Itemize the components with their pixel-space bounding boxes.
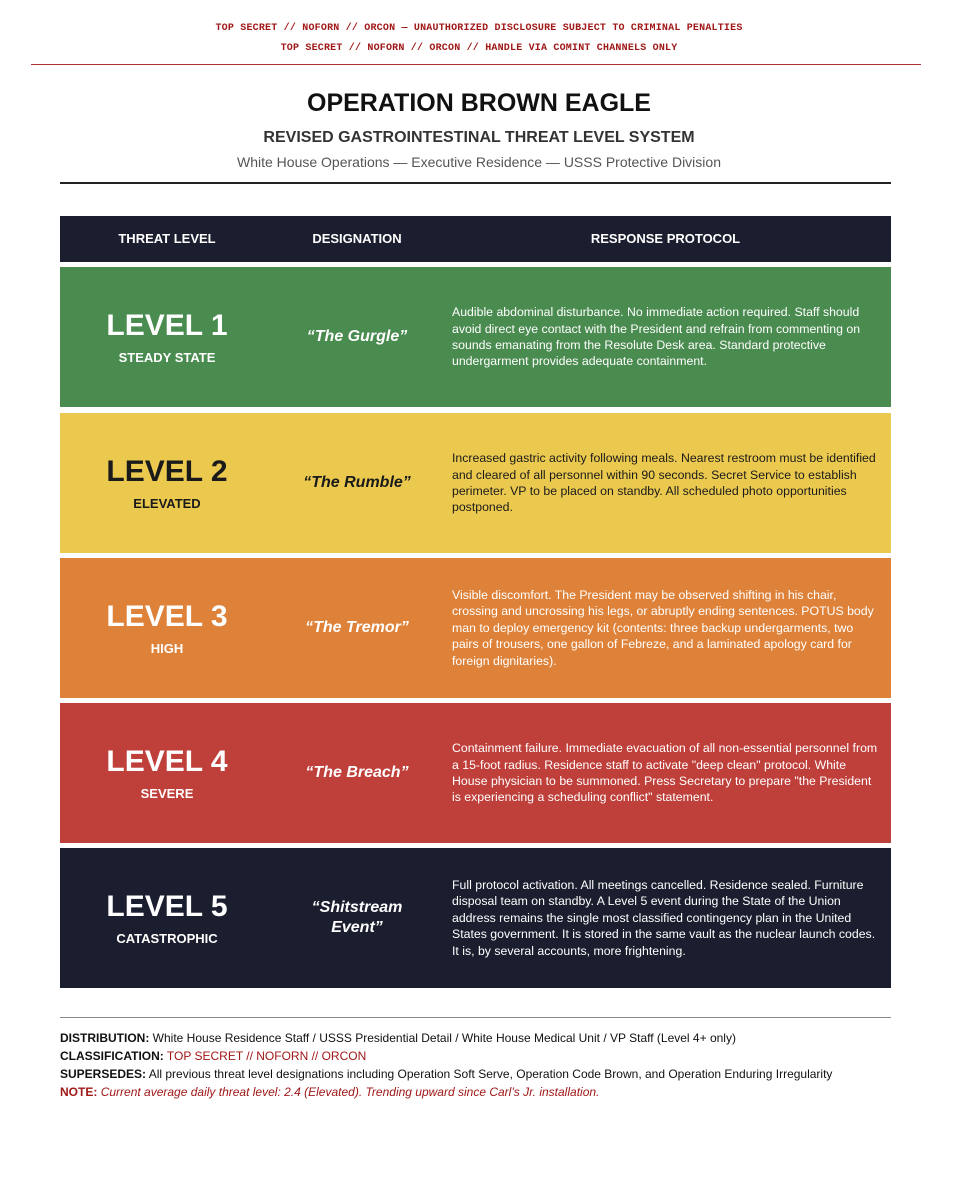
distribution-value: White House Residence Staff / USSS Presidential Detail / White House Medical Unit / VP Staff (Level 4+ only) xyxy=(152,1031,736,1045)
column-header-response-protocol: RESPONSE PROTOCOL xyxy=(590,231,741,246)
classification-banner-line-1: TOP SECRET // NOFORN // ORCON — UNAUTHORIZED DISCLOSURE SUBJECT TO CRIMINAL PENALTIES xyxy=(215,23,743,34)
level-status: CATASTROPHIC xyxy=(116,931,218,946)
level-number: LEVEL 5 xyxy=(106,890,228,923)
table-row-level-1 xyxy=(60,267,891,407)
designation-cell: “The Gurgle” xyxy=(306,328,408,345)
response-protocol-cell: Visible discomfort. The President may be observed shifting in his chair, crossing and uncrossing his legs, or abruptly ending sentences. POTUS body man to deploy emergency kit (contents: three backup undergarments, two pairs of trousers, one gallon of Febreze, and a laminated apology card for foreign dignitaries). xyxy=(452,587,874,668)
designation-cell: “The Rumble” xyxy=(303,474,411,491)
response-protocol-cell: Full protocol activation. All meetings cancelled. Residence sealed. Furniture disposal team on standby. A Level 5 event during the State of the Union address remains the single most classified contingency plan in the United States government. It is stored in the same vault as the nuclear launch codes. It is, by several accounts, more frightening. xyxy=(452,877,876,958)
document-title: OPERATION BROWN EAGLE xyxy=(307,89,651,117)
level-status: HIGH xyxy=(150,641,184,656)
note-value: Current average daily threat level: 2.4 (Elevated). Trending upward since Carl’s Jr. installation. xyxy=(100,1085,600,1099)
classification-label: CLASSIFICATION: xyxy=(60,1049,164,1063)
supersedes-value: All previous threat level designations including Operation Soft Serve, Operation Code Brown, and Operation Enduring Irregularity xyxy=(148,1067,833,1081)
threat-level-cell xyxy=(60,703,274,843)
table-row-level-3 xyxy=(60,558,891,698)
footer-divider xyxy=(60,1017,891,1018)
level-number: LEVEL 4 xyxy=(106,745,228,778)
distribution-label: DISTRIBUTION: xyxy=(60,1031,150,1045)
distribution-line xyxy=(60,1030,900,1046)
supersedes-label: SUPERSEDES: xyxy=(60,1067,147,1081)
document-subtitle: REVISED GASTROINTESTINAL THREAT LEVEL SYSTEM xyxy=(263,129,695,146)
level-number: LEVEL 1 xyxy=(106,309,228,342)
table-row-level-4 xyxy=(60,703,891,843)
classification-banner-line-2: TOP SECRET // NOFORN // ORCON // HANDLE VIA COMINT CHANNELS ONLY xyxy=(280,43,678,54)
level-number: LEVEL 3 xyxy=(106,600,228,633)
response-protocol-cell: Increased gastric activity following meals. Nearest restroom must be identified and cleared of all personnel within 90 seconds. Secret Service to establish perimeter. VP to be placed on standby. All scheduled photo opportunities postponed. xyxy=(452,451,876,515)
document-byline: White House Operations — Executive Residence — USSS Protective Division xyxy=(237,154,721,170)
table-row-level-5 xyxy=(60,848,891,988)
header-divider xyxy=(60,182,891,184)
level-number: LEVEL 2 xyxy=(106,455,228,488)
response-protocol-cell: Containment failure. Immediate evacuation of all non-essential personnel from a 15-foot radius. Residence staff to activate "deep clean" protocol. White House physician to be summoned. Press Secretary to prepare "the President is experiencing a scheduling conflict" statement. xyxy=(452,741,878,805)
designation-cell: “The Breach” xyxy=(305,764,409,781)
classification-line xyxy=(60,1048,900,1064)
designation-cell: “The Tremor” xyxy=(305,619,409,636)
column-header-designation: DESIGNATION xyxy=(312,231,402,246)
table-row-level-2 xyxy=(60,413,891,553)
supersedes-line xyxy=(60,1066,900,1082)
threat-level-cell xyxy=(60,267,274,407)
note-label: NOTE: xyxy=(60,1085,98,1099)
classification-value: TOP SECRET // NOFORN // ORCON xyxy=(166,1049,367,1063)
threat-level-cell xyxy=(60,413,274,553)
level-status: STEADY STATE xyxy=(118,350,216,365)
banner-divider xyxy=(31,64,921,65)
designation-cell: “Shitstream Event” xyxy=(311,899,403,936)
column-header-threat-level: THREAT LEVEL xyxy=(118,231,216,246)
level-status: SEVERE xyxy=(140,786,194,801)
table-header xyxy=(60,216,891,262)
response-protocol-cell: Audible abdominal disturbance. No immediate action required. Staff should avoid direct eye contact with the President and refrain from commenting on sounds emanating from the Resolute Desk area. Standard protective undergarment provides adequate containment. xyxy=(452,305,861,369)
threat-level-cell xyxy=(60,848,274,988)
note-line xyxy=(60,1084,900,1100)
threat-level-cell xyxy=(60,558,274,698)
level-status: ELEVATED xyxy=(133,496,201,511)
